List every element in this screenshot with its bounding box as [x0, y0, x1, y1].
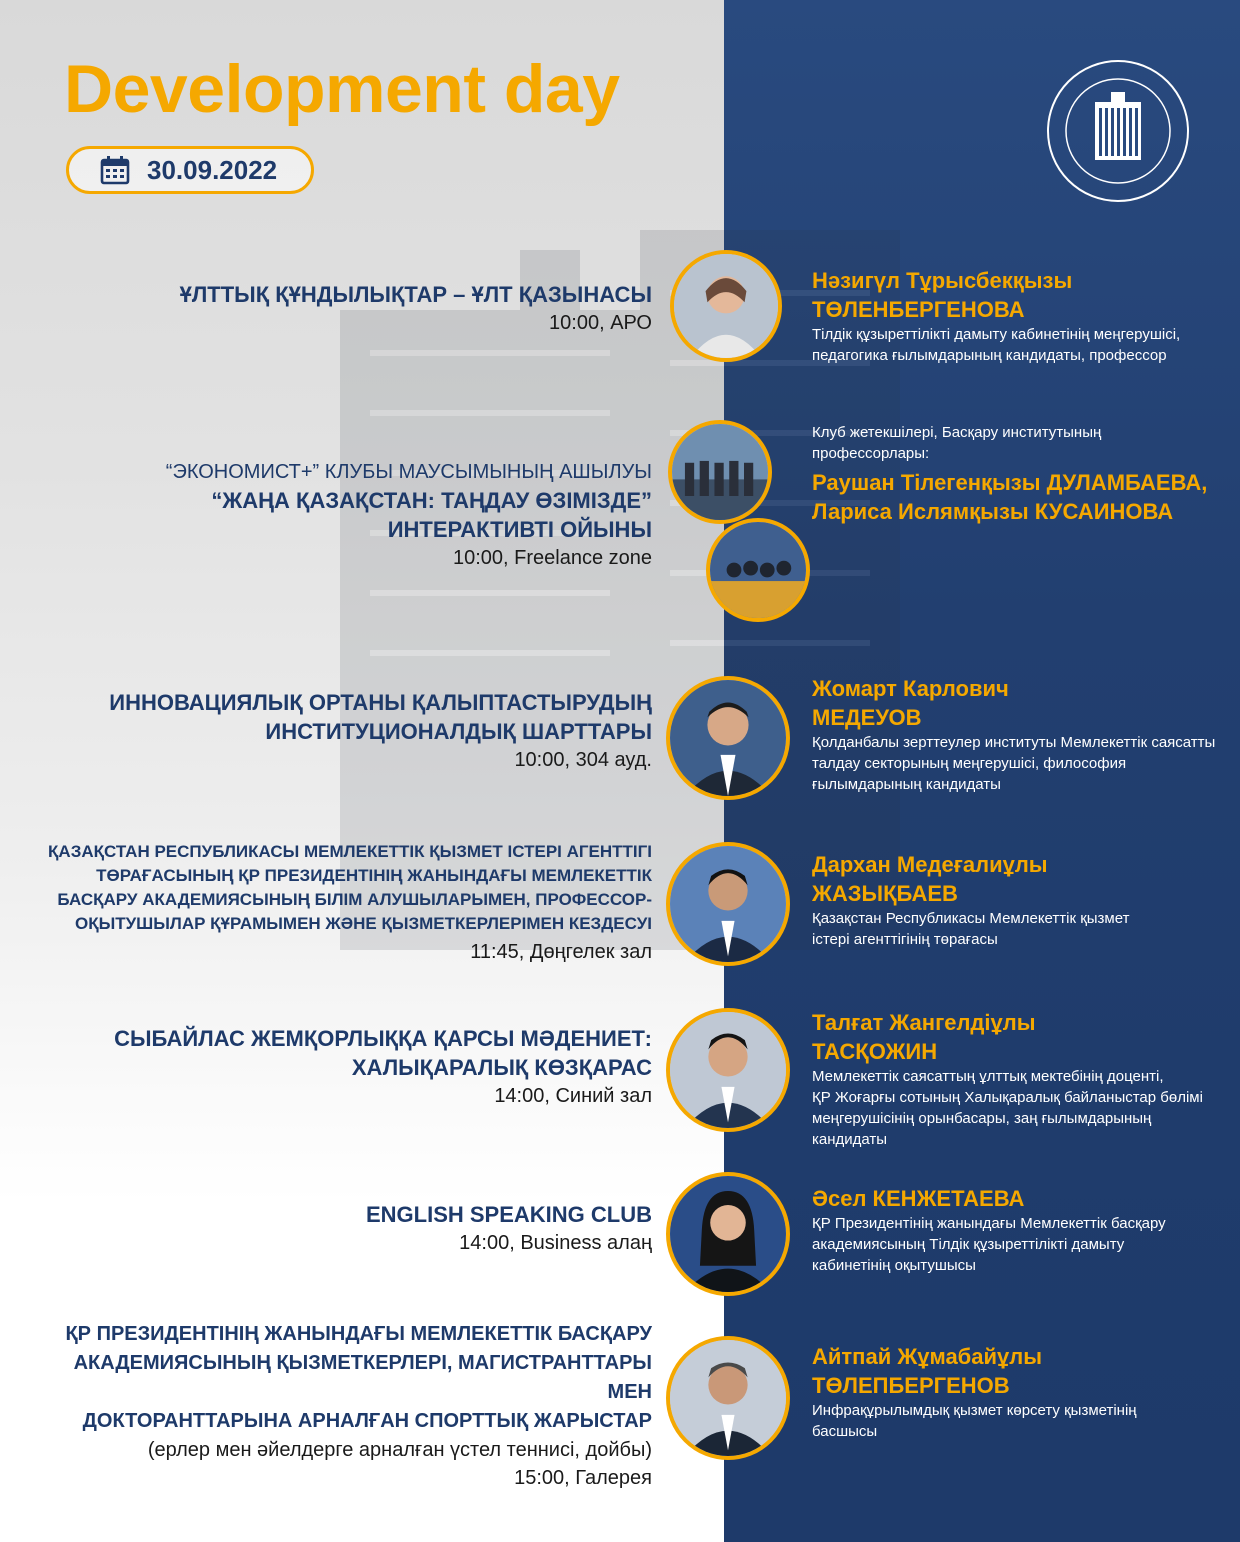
event-item	[40, 840, 652, 966]
event-title: АКАДЕМИЯСЫНЫҢ ҚЫЗМЕТКЕРЛЕРІ, МАГИСТРАНТТАРЫ МЕН	[73, 1352, 652, 1403]
event-title: ИНСТИТУЦИОНАЛДЫҚ ШАРТТАРЫ	[265, 719, 652, 744]
event-title: БАСҚАРУ АКАДЕМИЯСЫНЫҢ БІЛІМ АЛУШЫЛАРЫМЕН, ПРОФЕССОР-	[57, 890, 652, 909]
date-badge	[66, 146, 314, 194]
club-photo	[706, 518, 810, 622]
speaker-role: Клуб жетекшілері, Басқару институтының профессорлары:	[812, 424, 1102, 462]
event-time: 15:00, Галерея	[514, 1467, 652, 1489]
speaker-name: Дархан Медеғалиұлы	[812, 852, 1048, 877]
speaker-desc: меңгерушісінің орынбасары, заң ғылымдарының кандидаты	[812, 1110, 1152, 1148]
event-title: ҚР ПРЕЗИДЕНТІНІҢ ЖАНЫНДАҒЫ МЕМЛЕКЕТТІК БАСҚАРУ	[65, 1323, 652, 1345]
speaker-desc: ғылымдарының кандидаты	[812, 776, 1001, 793]
speaker-desc: істері агенттігінің төрағасы	[812, 931, 998, 948]
speaker-desc: педагогика ғылымдарының кандидаты, профессор	[812, 347, 1167, 364]
speaker-desc: академиясының Тілдік құзыреттілікті дамыту	[812, 1236, 1125, 1253]
calendar-icon	[99, 154, 131, 186]
speaker-photo	[666, 842, 790, 966]
event-item	[40, 688, 652, 774]
speaker-surname: ТӨЛЕНБЕРГЕНОВА	[812, 297, 1025, 322]
speaker-info	[812, 1008, 1222, 1150]
event-item	[40, 1320, 652, 1492]
speaker-desc: Тілдік құзыреттілікті дамыту кабинетінің меңгерушісі,	[812, 326, 1181, 343]
event-time: 11:45, Дөңгелек зал	[470, 941, 652, 963]
speaker-name: Жомарт Карлович	[812, 676, 1009, 701]
speaker-info	[812, 1184, 1222, 1276]
speaker-desc: ҚР Жоғарғы сотының Халықаралық байланыстар бөлімі	[812, 1089, 1203, 1106]
event-time: 14:00, Синий зал	[494, 1085, 652, 1107]
event-title: “ЖАҢА ҚАЗАҚСТАН: ТАҢДАУ ӨЗІМІЗДЕ”	[211, 488, 652, 513]
speaker-info	[812, 674, 1222, 795]
event-title: ИНТЕРАКТИВТІ ОЙЫНЫ	[387, 517, 652, 542]
speaker-info	[812, 1342, 1222, 1442]
speaker-photo	[666, 1008, 790, 1132]
speaker-surname: МЕДЕУОВ	[812, 705, 922, 730]
speaker-desc: Мемлекеттік саясаттың ұлттық мектебінің доценті,	[812, 1068, 1164, 1085]
event-title: СЫБАЙЛАС ЖЕМҚОРЛЫҚҚА ҚАРСЫ МӘДЕНИЕТ:	[114, 1026, 652, 1051]
speaker-surname: ТАСҚОЖИН	[812, 1039, 938, 1064]
event-subtitle: (ерлер мен әйелдерге арналған үстел теннисі, дойбы)	[147, 1439, 652, 1461]
speaker-name: Раушан Тілегенқызы ДУЛАМБАЕВА,	[812, 470, 1208, 495]
event-title: ҰЛТТЫҚ ҚҰНДЫЛЫҚТАР – ҰЛТ ҚАЗЫНАСЫ	[179, 282, 652, 307]
academy-logo	[1045, 58, 1191, 204]
speaker-name: Талғат Жангелдіұлы	[812, 1010, 1036, 1035]
event-item	[40, 1200, 652, 1257]
speaker-desc: талдау секторының меңгерушісі, философия	[812, 755, 1127, 772]
speaker-desc: кабинетінің оқытушысы	[812, 1257, 976, 1274]
speaker-surname: ТӨЛЕПБЕРГЕНОВ	[812, 1373, 1010, 1398]
page-title: Development day	[64, 51, 620, 127]
event-title: ИННОВАЦИЯЛЫҚ ОРТАНЫ ҚАЛЫПТАСТЫРУДЫҢ	[109, 690, 652, 715]
speaker-photo	[666, 1336, 790, 1460]
event-time: 10:00, 304 ауд.	[514, 749, 652, 771]
event-title: ENGLISH SPEAKING CLUB	[365, 1202, 652, 1227]
speaker-photo	[670, 250, 782, 362]
speaker-photo	[666, 676, 790, 800]
event-date: 30.09.2022	[147, 154, 278, 185]
event-title: ДОКТОРАНТТАРЫНА АРНАЛҒАН СПОРТТЫҚ ЖАРЫСТАР	[82, 1410, 652, 1432]
event-title: ТӨРАҒАСЫНЫҢ ҚР ПРЕЗИДЕНТІНІҢ ЖАНЫНДАҒЫ МЕМЛЕКЕТТІК	[96, 866, 652, 885]
speaker-surname: ЖАЗЫҚБАЕВ	[812, 881, 958, 906]
speaker-name: Нәзигүл Тұрысбекқызы	[812, 268, 1073, 293]
speaker-photo	[666, 1172, 790, 1296]
event-item	[40, 458, 652, 572]
speaker-desc: Қазақстан Республикасы Мемлекеттік қызмет	[812, 910, 1130, 927]
speaker-desc: Қолданбалы зерттеулер институты Мемлекеттік саясатты	[812, 734, 1216, 751]
event-title: ҚАЗАҚСТАН РЕСПУБЛИКАСЫ МЕМЛЕКЕТТІК ҚЫЗМЕТ ІСТЕРІ АГЕНТТІГІ	[48, 842, 652, 861]
speaker-info	[812, 850, 1222, 950]
speaker-info	[812, 422, 1222, 526]
speaker-name: Айтпай Жұмабайұлы	[812, 1344, 1043, 1369]
event-item	[40, 280, 652, 337]
event-time: 10:00, Freelance zone	[452, 547, 652, 569]
speaker-name: Лариса Ислямқызы КУСАИНОВА	[812, 499, 1174, 524]
event-time: 10:00, АРО	[549, 312, 652, 334]
event-title: “ЭКОНОМИСТ+” КЛУБЫ МАУСЫМЫНЫҢ АШЫЛУЫ	[165, 461, 652, 483]
club-photo	[668, 420, 772, 524]
speaker-desc: басшысы	[812, 1423, 878, 1440]
event-item	[40, 1024, 652, 1110]
event-title: ОҚЫТУШЫЛАР ҚҰРАМЫМЕН ЖӘНЕ ҚЫЗМЕТКЕРЛЕРІМЕН КЕЗДЕСУІ	[74, 914, 652, 933]
speaker-desc: Инфрақұрылымдық қызмет көрсету қызметінің	[812, 1402, 1137, 1419]
speaker-name: Әсел КЕНЖЕТАЕВА	[812, 1186, 1025, 1211]
event-time: 14:00, Business алаң	[459, 1232, 652, 1254]
speaker-info	[812, 266, 1222, 366]
speaker-desc: ҚР Президентінің жанындағы Мемлекеттік басқару	[812, 1215, 1166, 1232]
event-title: ХАЛЫҚАРАЛЫҚ КӨЗҚАРАС	[351, 1055, 652, 1080]
